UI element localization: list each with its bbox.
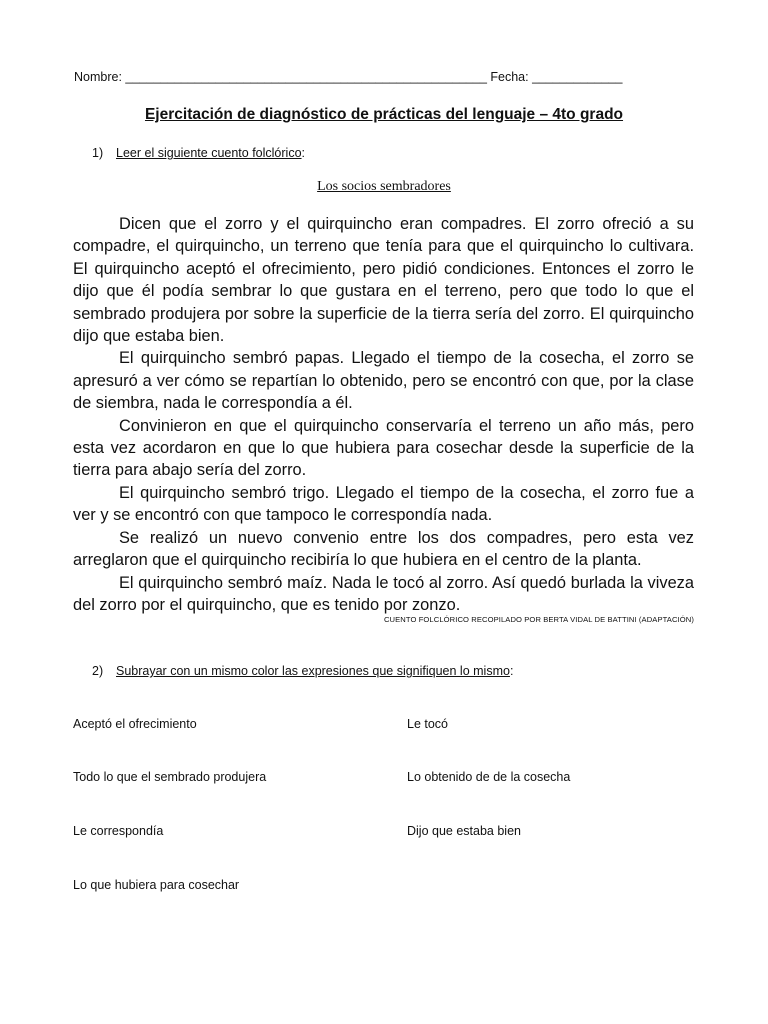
story-title: Los socios sembradores [317,179,451,194]
question-1-number: 1) [92,146,104,160]
expression-right-2: Lo obtenido de de la cosecha [407,770,571,784]
question-1-text: Leer el siguiente cuento folclórico [116,146,302,160]
question-2-text: Subrayar con un mismo color las expresiones que signifiquen lo mismo [116,664,510,678]
story-paragraph: El quirquincho sembró maíz. Nada le tocó al zorro. Así quedó burlada la viveza del zorro por el quirquincho, que es tenido por zonzo. [73,573,694,614]
expression-left-3: Le correspondía [73,824,164,838]
expression-right-1: Le tocó [407,717,449,731]
question-1-suffix: : [301,146,306,160]
question-2-suffix: : [509,664,514,678]
story-paragraph: Se realizó un nuevo convenio entre los dos compadres, pero esta vez arreglaron que el quirquincho recibiría lo que hubiera en el centro de la planta. [73,528,694,570]
story-text [73,213,694,616]
name-date-line: Nombre: ____________________________________________________ Fecha: _____________ [74,70,623,84]
expression-left-4: Lo que hubiera para cosechar [73,878,240,892]
story-paragraph: El quirquincho sembró trigo. Llegado el tiempo de la cosecha, el zorro fue a ver y se encontró con que tampoco le correspondía nada. [73,483,694,525]
story-paragraph: Convinieron en que el quirquincho conservaría el terreno un año más, pero esta vez acordaron en que lo que hubiera para cosechar desde la superficie de la tierra para abajo sería del zorro. [73,416,694,480]
expression-left-1: Aceptó el ofrecimiento [73,717,197,731]
page-title: Ejercitación de diagnóstico de prácticas del lenguaje – 4to grado [144,106,624,123]
story-credit: CUENTO FOLCLÓRICO RECOPILADO POR BERTA VIDAL DE BATTINI (ADAPTACIÓN) [383,615,694,624]
question-1 [92,146,305,160]
story-paragraph: Dicen que el zorro y el quirquincho eran compadres. El zorro ofreció a su compadre, el quirquincho, un terreno que tenía para que el quirquincho lo cultivara. El quirquincho aceptó el ofrecimiento, pero pidió condiciones. Entonces el zorro le dijo que él podía sembrar lo que gustara en el terreno, pero que todo lo que el sembrado produjera por sobre la superficie de la tierra sería del zorro. El quirquincho dijo que estaba bien. [73,215,694,346]
question-2 [92,664,513,678]
question-2-number: 2) [92,664,104,678]
expression-left-2: Todo lo que el sembrado produjera [73,770,267,784]
story-paragraph: El quirquincho sembró papas. Llegado el tiempo de la cosecha, el zorro se apresuró a ver cómo se repartían lo obtenido, pero se encontró con que, por la clase de siembra, nada le correspondía a él. [73,349,694,413]
expression-right-3: Dijo que estaba bien [407,824,521,838]
